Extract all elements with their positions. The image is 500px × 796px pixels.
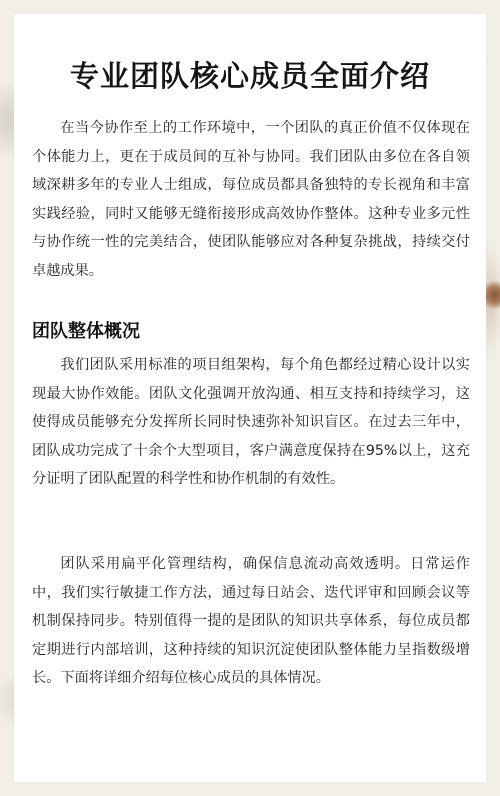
section-paragraph-2: 团队采用扁平化管理结构，确保信息流动高效透明。日常运作中，我们实行敏捷工作方法，通过每日站会、迭代评审和回顾会议等机制保持同步。特别值得一提的是团队的知识共享体系，每位成员都定期进行内部培训，这种持续的知识沉淀使团队整体能力呈指数级增长。下面将详细介绍每位核心成员的具体情况。 — [32, 556, 470, 686]
page-title: 专业团队核心成员全面介绍 — [69, 59, 430, 93]
section-paragraph-1: 我们团队采用标准的项目组架构，每个角色都经过精心设计以实现最大协作效能。团队文化强调开放沟通、相互支持和持续学习，这使得成员能够充分发挥所长同时快速弥补知识盲区。在过去三年中，团队成功完成了十余个大型项目，客户满意度保持在95%以上，这充分证明了团队配置的科学性和协作机制的有效性。 — [32, 357, 470, 487]
intro-paragraph: 在当今协作至上的工作环境中，一个团队的真正价值不仅体现在个体能力上，更在于成员间的互补与协同。我们团队由多位在各自领域深耕多年的专业人士组成，每位成员都具备独特的专长视角和丰富实践经验，同时又能够无缝衔接形成高效协作整体。这种专业多元性与协作统一性的完美结合，使团队能够应对各种复杂挑战，持续交付卓越成果。 — [32, 120, 470, 279]
section-heading: 团队整体概况 — [32, 321, 140, 342]
document-card — [14, 14, 486, 782]
